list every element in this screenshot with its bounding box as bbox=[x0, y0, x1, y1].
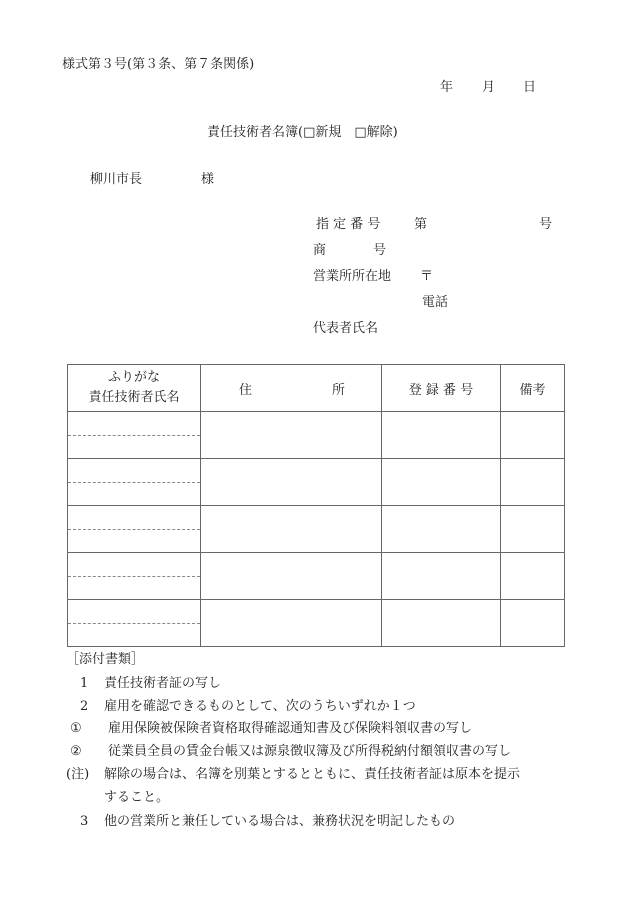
date-month: 月 bbox=[482, 80, 496, 95]
remarks-cell[interactable] bbox=[501, 459, 565, 506]
remarks-cell[interactable] bbox=[501, 600, 565, 647]
attachment-text: すること。 bbox=[104, 790, 170, 805]
address-cell[interactable] bbox=[201, 412, 382, 459]
furigana-divider bbox=[68, 435, 200, 436]
designation-prefix: 第 bbox=[414, 217, 428, 232]
header-remarks: 備考 bbox=[501, 365, 565, 412]
remarks-cell[interactable] bbox=[501, 506, 565, 553]
header-address-1: 住 bbox=[239, 382, 253, 398]
phone-label: 電話 bbox=[422, 295, 449, 310]
registration-cell[interactable] bbox=[382, 600, 501, 647]
registration-cell[interactable] bbox=[382, 506, 501, 553]
attachment-number: ② bbox=[70, 744, 82, 759]
attachment-number: (注) bbox=[66, 767, 90, 782]
designation-suffix: 号 bbox=[539, 217, 553, 232]
name-cell[interactable] bbox=[68, 506, 201, 553]
date-day: 日 bbox=[523, 80, 537, 95]
table-row bbox=[68, 600, 565, 647]
attachment-text: 他の営業所と兼任している場合は、兼務状況を明記したもの bbox=[104, 814, 456, 829]
attachment-text: 従業員全員の賃金台帳又は源泉徴収簿及び所得税納付額領収書の写し bbox=[108, 744, 512, 759]
table-row bbox=[68, 459, 565, 506]
office-address-label: 営業所所在地 bbox=[313, 269, 392, 284]
furigana-divider bbox=[68, 482, 200, 483]
addressee-honorific: 様 bbox=[201, 172, 215, 187]
trade-name-label-2: 号 bbox=[373, 243, 387, 258]
representative-label: 代表者氏名 bbox=[313, 321, 379, 336]
designation-label: 指 定 番 号 bbox=[316, 217, 381, 232]
attachment-number: 1 bbox=[80, 676, 89, 691]
date-year: 年 bbox=[440, 80, 454, 95]
header-name bbox=[68, 365, 201, 412]
remarks-cell[interactable] bbox=[501, 553, 565, 600]
name-cell[interactable] bbox=[68, 412, 201, 459]
header-registration: 登 録 番 号 bbox=[382, 365, 501, 412]
header-furigana: ふりがな bbox=[107, 370, 160, 385]
attachment-text: 解除の場合は、名簿を別葉とするとともに、責任技術者証は原本を提示 bbox=[104, 767, 521, 782]
name-cell[interactable] bbox=[68, 600, 201, 647]
attachment-number: ① bbox=[70, 721, 82, 736]
header-technician-name: 責任技術者氏名 bbox=[88, 390, 180, 405]
trade-name-label-1: 商 bbox=[313, 243, 327, 258]
name-cell[interactable] bbox=[68, 459, 201, 506]
postal-mark: 〒 bbox=[420, 269, 434, 284]
attachments-heading: ［添付書類］ bbox=[66, 652, 145, 667]
name-cell[interactable] bbox=[68, 553, 201, 600]
registration-cell[interactable] bbox=[382, 412, 501, 459]
furigana-divider bbox=[68, 576, 200, 577]
header-address-2: 所 bbox=[331, 382, 345, 398]
remarks-cell[interactable] bbox=[501, 412, 565, 459]
attachment-text: 雇用を確認できるものとして、次のうちいずれか１つ bbox=[104, 699, 416, 714]
table-row bbox=[68, 412, 565, 459]
attachment-text: 雇用保険被保険者資格取得確認通知書及び保険料領収書の写し bbox=[108, 721, 473, 736]
address-cell[interactable] bbox=[201, 459, 382, 506]
attachment-number: 2 bbox=[80, 699, 89, 714]
attachment-number: 3 bbox=[80, 814, 89, 829]
address-cell[interactable] bbox=[201, 600, 382, 647]
document-title: 責任技術者名簿(□新規 □解除) bbox=[207, 125, 398, 140]
address-cell[interactable] bbox=[201, 506, 382, 553]
registration-cell[interactable] bbox=[382, 553, 501, 600]
table-row bbox=[68, 506, 565, 553]
attachment-text: 責任技術者証の写し bbox=[104, 676, 222, 691]
furigana-divider bbox=[68, 623, 200, 624]
addressee-name: 柳川市長 bbox=[90, 172, 143, 187]
form-number: 様式第３号(第３条、第７条関係) bbox=[62, 57, 255, 72]
furigana-divider bbox=[68, 529, 200, 530]
technician-table bbox=[67, 364, 565, 647]
table-row bbox=[68, 553, 565, 600]
address-cell[interactable] bbox=[201, 553, 382, 600]
table-header bbox=[68, 365, 565, 412]
header-address bbox=[201, 365, 382, 412]
registration-cell[interactable] bbox=[382, 459, 501, 506]
